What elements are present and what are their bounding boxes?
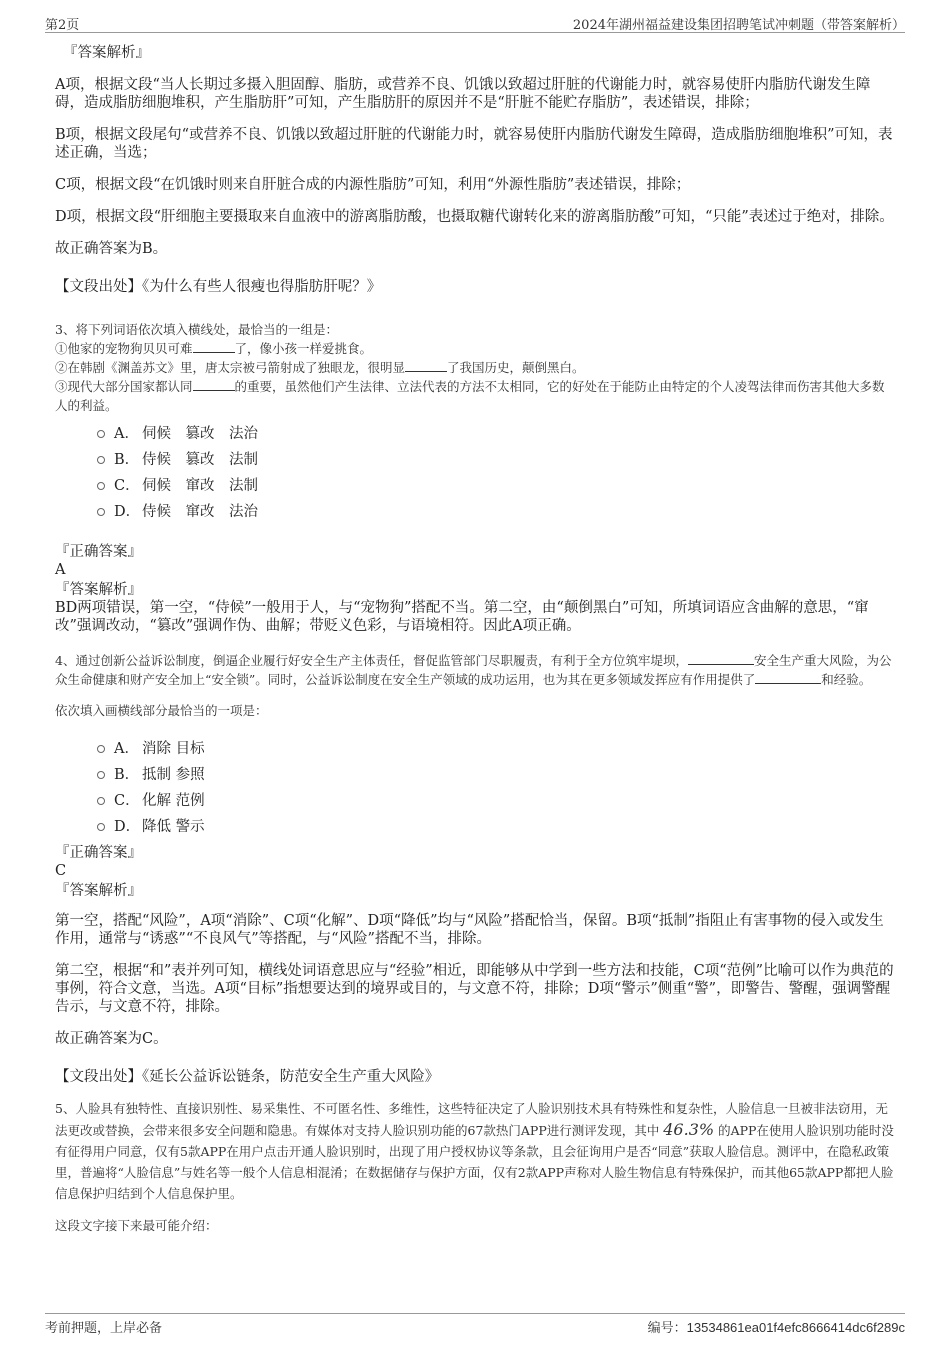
radio-icon[interactable] xyxy=(97,745,105,753)
q4-analysis-1: 第一空，搭配“风险”，A项“消除”、C项“化解”、D项“降低”均与“风险”搭配恰当，保留。B项“抵制”指阻止有害事物的侵入或发生作用，通常与“诱惑”“不良风气”等搭配，与“风险”搭配不当，排除。 xyxy=(55,913,884,947)
footer-code: 编号：13534861ea01f4efc8666414dc6f289c xyxy=(647,1320,905,1335)
q4-conclusion: 故正确答案为C。 xyxy=(55,1031,168,1047)
q4-source-title: 《延长公益诉讼链条，防范安全生产重大风险》 xyxy=(142,1069,440,1085)
blank-line xyxy=(755,671,821,684)
q3-sentence-2: ②在韩剧《渊盖苏文》里，唐太宗被弓箭射成了独眼龙，很明显 了我国历史，颠倒黑白。 xyxy=(55,360,585,375)
q2-conclusion: 故正确答案为B。 xyxy=(55,241,168,257)
q3-stem: 3、将下列词语依次填入横线处，最恰当的一组是： xyxy=(55,322,338,337)
q4-source-label: 【文段出处】 xyxy=(55,1069,142,1085)
document-title: 2024年湖州福益建设集团招聘笔试冲刺题（带答案解析） xyxy=(572,18,905,33)
page-number: 第2页 xyxy=(45,18,80,33)
q4-analysis-2: 第二空，根据“和”表并列可知，横线处词语意思应与“经验”相近，即能够从中学到一些方法和技能，C项“范例”比喻可以作为典范的事例，符合文意，当选。A项“目标”指想要达到的境界或目的，与文意不符，排除；D项“警示”侧重“警”，即警告、警醒，强调警醒告示，与文意不符，排除。 xyxy=(55,963,894,1015)
q5-stem: 5、人脸具有独特性、直接识别性、易采集性、不可匿名性、多维性，这些特征决定了人脸识别技术具有特殊性和复杂性，人脸信息一旦被非法窃用，无法更改或替换，会带来很多安全问题和隐患。有媒体对支持人脸识别功能的67款热门APP进行测评发现，其中 46.3% 的APP在使用人脸识别功能时没有征得用户同意，仅有5款APP在用户点击开通人脸识别时，出现了用户授权协议等条款，且会征询用户是否“同意”获取人脸信息。测评中，在隐私政策里，普遍将“人脸信息”与姓名等一般个人信息相混淆；在数据储存与保护方面，仅有2款APP声称对人脸生物信息有特殊保护，而其他65款APP都把人脸信息保护归结到个人信息保护里。 xyxy=(55,1101,894,1201)
q3-analysis-tag: 『答案解析』 xyxy=(55,582,142,598)
q3-options xyxy=(55,419,895,523)
q5-percent: 46.3% xyxy=(663,1120,715,1139)
q2-analysis-a: A项，根据文段“当人长期过多摄入胆固醇、脂肪，或营养不良、饥饿以致超过肝脏的代谢能力时，就容易使肝内脂肪代谢发生障碍，造成脂肪细胞堆积，产生脂肪肝”可知，产生脂肪肝的原因并不是“肝脏不能贮存脂肪”，表述错误，排除； xyxy=(55,77,871,111)
q2-source-label: 【文段出处】 xyxy=(55,279,142,295)
radio-icon[interactable] xyxy=(97,508,105,516)
page-content xyxy=(55,44,895,1235)
q5-prompt: 这段文字接下来最可能介绍： xyxy=(55,1218,218,1233)
q3-answer-tag: 『正确答案』 xyxy=(55,544,142,560)
q3-block xyxy=(55,320,895,415)
radio-icon[interactable] xyxy=(97,823,105,831)
q4-options xyxy=(55,734,895,838)
q4-answer: C xyxy=(55,863,67,879)
q4-source xyxy=(55,1068,895,1086)
q3-option-a[interactable]: A． 伺候 篡改 法治 xyxy=(97,419,895,445)
radio-icon[interactable] xyxy=(97,771,105,779)
radio-icon[interactable] xyxy=(97,430,105,438)
q4-option-d[interactable]: D． 降低 警示 xyxy=(97,812,895,838)
blank-line xyxy=(193,340,235,353)
page-header xyxy=(45,14,905,33)
radio-icon[interactable] xyxy=(97,456,105,464)
q2-analysis-tag: 『答案解析』 xyxy=(63,45,150,61)
q2-source xyxy=(55,278,895,296)
blank-line xyxy=(405,359,447,372)
blank-line xyxy=(688,652,754,665)
q3-option-b[interactable]: B． 侍候 篡改 法制 xyxy=(97,445,895,471)
q3-option-d[interactable]: D． 侍候 窜改 法治 xyxy=(97,497,895,523)
q4-option-b[interactable]: B． 抵制 参照 xyxy=(97,760,895,786)
footer-slogan: 考前押题，上岸必备 xyxy=(45,1321,163,1336)
q4-option-a[interactable]: A． 消除 目标 xyxy=(97,734,895,760)
q2-analysis-c: C项，根据文段“在饥饿时则来自肝脏合成的内源性脂肪”可知，利用“外源性脂肪”表述错误，排除； xyxy=(55,177,691,193)
radio-icon[interactable] xyxy=(97,797,105,805)
q3-answer: A xyxy=(55,562,66,578)
blank-line xyxy=(193,378,235,391)
radio-icon[interactable] xyxy=(97,482,105,490)
q2-source-title: 《为什么有些人很瘦也得脂肪肝呢？》 xyxy=(142,279,382,295)
q4-prompt: 依次填入画横线部分最恰当的一项是： xyxy=(55,703,268,718)
q3-sentence-1: ①他家的宠物狗贝贝可难 了，像小孩一样爱挑食。 xyxy=(55,341,373,356)
q4-stem: 4、通过创新公益诉讼制度，倒逼企业履行好安全生产主体责任，督促监管部门尽职履责，有利于全方位筑牢堤坝， 安全生产重大风险，为公众生命健康和财产安全加上“安全锁”。同时，公益诉讼制度在安全生产领域的成功运用，也为其在更多领域发挥应有作用提供了 和经验。 xyxy=(55,653,892,687)
q2-analysis-d: D项，根据文段“肝细胞主要摄取来自血液中的游离脂肪酸，也摄取糖代谢转化来的游离脂肪酸”可知，“只能”表述过于绝对，排除。 xyxy=(55,209,894,225)
q3-option-c[interactable]: C． 伺候 窜改 法制 xyxy=(97,471,895,497)
q3-analysis: BD两项错误，第一空，“侍候”一般用于人，与“宠物狗”搭配不当。第二空，由“颠倒黑白”可知，所填词语应含曲解的意思，“窜改”强调改动，“篡改”强调作伪、曲解；带贬义色彩，与语境相符。因此A项正确。 xyxy=(55,600,869,634)
q4-analysis-tag: 『答案解析』 xyxy=(55,883,142,899)
q4-option-c[interactable]: C． 化解 范例 xyxy=(97,786,895,812)
page-footer xyxy=(45,1313,905,1335)
q2-analysis-b: B项，根据文段尾句“或营养不良、饥饿以致超过肝脏的代谢能力时，就容易使肝内脂肪代谢发生障碍，造成脂肪细胞堆积”可知，表述正确，当选； xyxy=(55,127,893,161)
q3-sentence-3: ③现代大部分国家都认同 的重要，虽然他们产生法律、立法代表的方法不太相同，它的好处在于能防止由特定的个人凌驾法律而伤害其他大多数人的利益。 xyxy=(55,379,885,413)
q4-answer-tag: 『正确答案』 xyxy=(55,845,142,861)
